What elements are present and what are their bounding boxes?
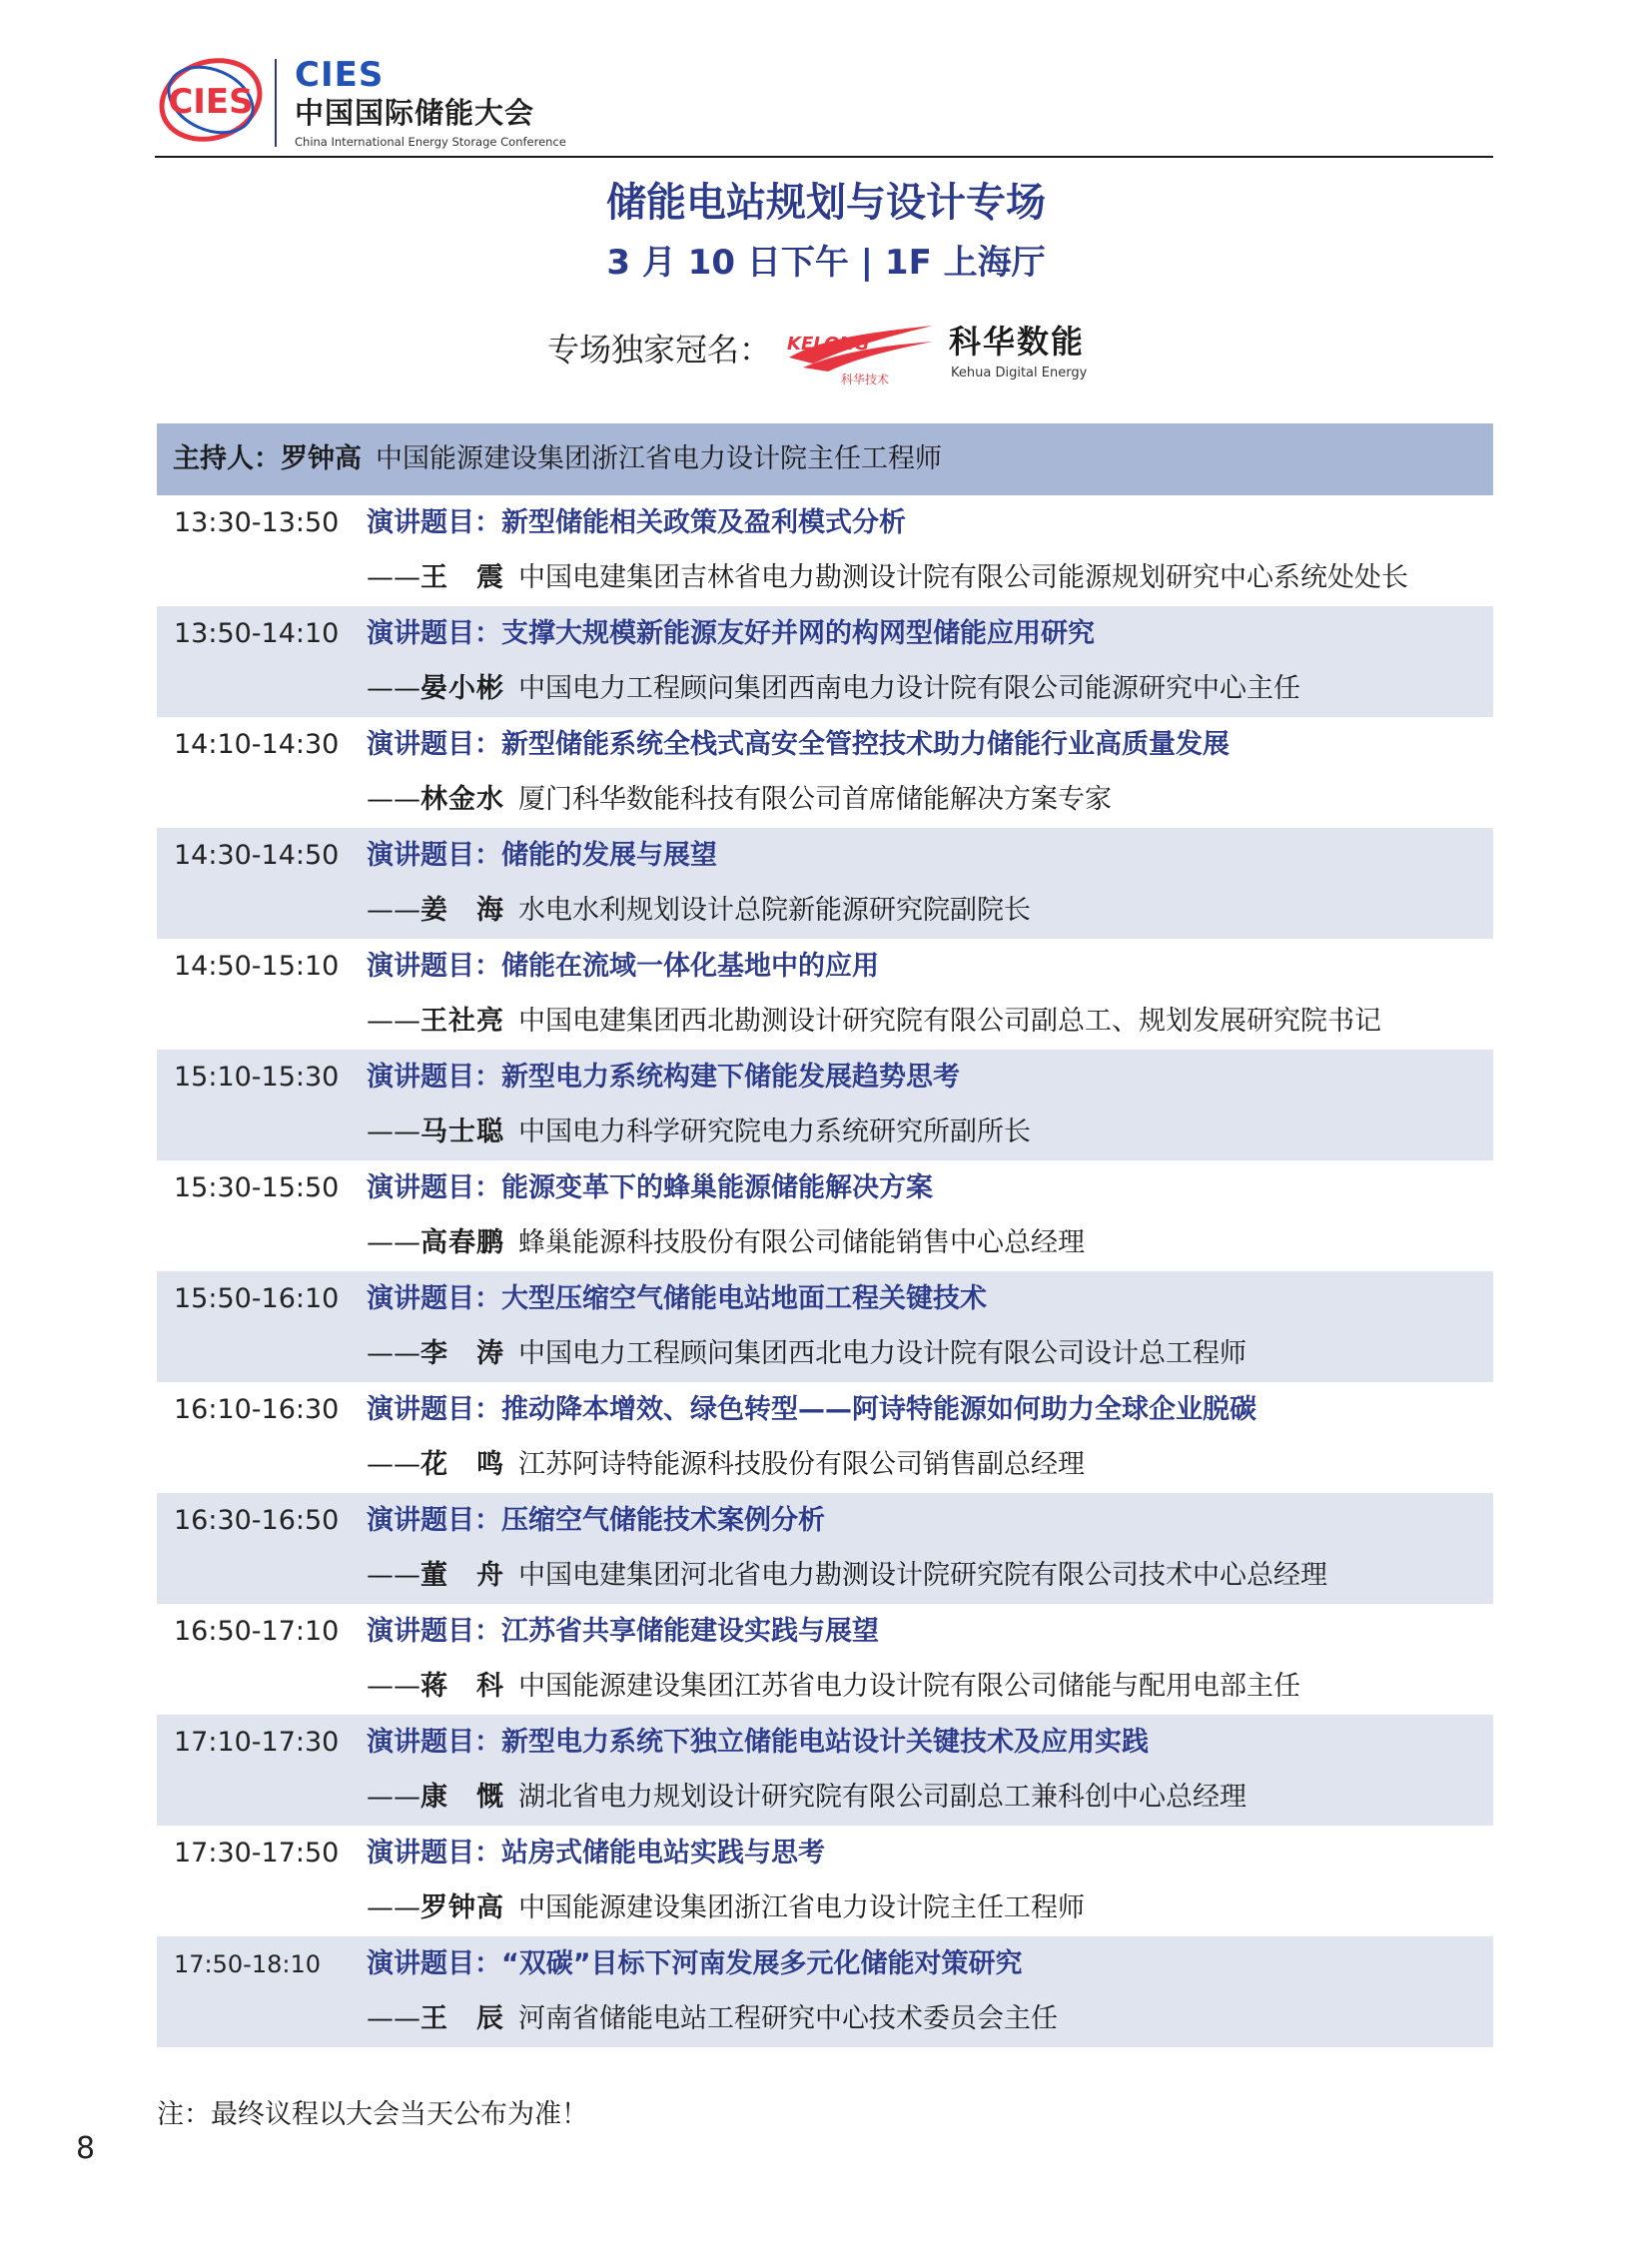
kelong-logo-subtext: 科华技术	[841, 373, 890, 385]
speaker-name: 李 涛	[420, 1338, 504, 1369]
sponsor-company-cn: 科华数能	[949, 323, 1086, 361]
agenda-speaker: ——王社亮 中国电建集团西北勘测设计研究院有限公司副总工、规划发展研究院书记	[367, 1004, 1381, 1040]
speaker-affiliation: 河南省储能电站工程研究中心技术委员会主任	[518, 2003, 1058, 2034]
agenda-topic: 演讲题目：储能的发展与展望	[367, 840, 717, 871]
speaker-name: 罗钟高	[420, 1892, 504, 1923]
agenda-row	[157, 1160, 1493, 1271]
agenda-speaker: ——董 舟 中国电建集团河北省电力勘测设计院研究院有限公司技术中心总经理	[367, 1558, 1327, 1594]
agenda-topic: 演讲题目：新型电力系统构建下储能发展趋势思考	[367, 1062, 960, 1093]
speaker-name: 蒋 科	[420, 1671, 504, 1702]
page-number: 8	[76, 2131, 96, 2166]
agenda-row	[157, 1271, 1493, 1382]
agenda-time: 14:30-14:50	[174, 840, 340, 871]
host-label: 主持人：	[173, 443, 281, 474]
agenda-time: 17:50-18:10	[174, 1950, 321, 1978]
agenda-topic: 演讲题目：能源变革下的蜂巢能源储能解决方案	[367, 1172, 933, 1203]
agenda-topic: 演讲题目：新型储能系统全栈式高安全管控技术助力储能行业高质量发展	[367, 729, 1230, 760]
agenda-time: 14:10-14:30	[174, 729, 340, 760]
session-subtitle: 3 月 10 日下午 | 1F 上海厅	[606, 243, 1046, 283]
agenda-row	[157, 1715, 1493, 1826]
sponsor-block	[547, 318, 1107, 387]
agenda-row	[157, 1050, 1493, 1160]
agenda-speaker: ——高春鹏 蜂巢能源科技股份有限公司储能销售中心总经理	[367, 1225, 1085, 1261]
agenda-topic: 演讲题目：推动降本增效、绿色转型——阿诗特能源如何助力全球企业脱碳	[367, 1394, 1256, 1425]
agenda-row	[157, 1826, 1493, 1936]
speaker-name: 王社亮	[420, 1006, 504, 1037]
agenda-time: 17:30-17:50	[174, 1838, 340, 1868]
cies-wordmark: CIES	[295, 55, 385, 95]
speaker-affiliation: 中国电力科学研究院电力系统研究所副所长	[518, 1117, 1031, 1147]
agenda-speaker: ——王 辰 河南省储能电站工程研究中心技术委员会主任	[367, 2001, 1058, 2037]
host-name: 罗钟高	[281, 443, 362, 474]
agenda-row	[157, 1936, 1493, 2047]
agenda-time: 16:50-17:10	[174, 1616, 340, 1647]
agenda-speaker: ——王 震 中国电建集团吉林省电力勘测设计院有限公司能源规划研究中心系统处处长	[367, 560, 1408, 596]
agenda-topic: 演讲题目：新型储能相关政策及盈利模式分析	[367, 507, 906, 538]
agenda-speaker: ——林金水 厦门科华数能科技有限公司首席储能解决方案专家	[367, 782, 1112, 818]
logo-divider	[275, 59, 277, 147]
speaker-name: 姜 海	[420, 895, 504, 926]
agenda-topic: 演讲题目：江苏省共享储能建设实践与展望	[367, 1616, 879, 1647]
agenda-speaker: ——马士聪 中国电力科学研究院电力系统研究所副所长	[367, 1115, 1031, 1150]
speaker-affiliation: 江苏阿诗特能源科技股份有限公司销售副总经理	[518, 1449, 1085, 1480]
agenda-time: 14:50-15:10	[174, 951, 340, 982]
agenda-row	[157, 828, 1493, 939]
speaker-name: 康 慨	[420, 1782, 504, 1813]
agenda-time: 16:10-16:30	[174, 1394, 340, 1425]
speaker-affiliation: 中国电建集团西北勘测设计研究院有限公司副总工、规划发展研究院书记	[518, 1006, 1381, 1037]
agenda-row	[157, 606, 1493, 717]
speaker-name: 董 舟	[420, 1560, 504, 1591]
agenda-speaker: ——花 鸣 江苏阿诗特能源科技股份有限公司销售副总经理	[367, 1447, 1085, 1483]
agenda-speaker: ——晏小彬 中国电力工程顾问集团西南电力设计院有限公司能源研究中心主任	[367, 671, 1300, 707]
agenda-row	[157, 1382, 1493, 1493]
agenda-topic: 演讲题目：站房式储能电站实践与思考	[367, 1838, 825, 1868]
speaker-affiliation: 水电水利规划设计总院新能源研究院副院长	[518, 895, 1031, 926]
speaker-affiliation: 中国能源建设集团江苏省电力设计院有限公司储能与配用电部主任	[518, 1671, 1300, 1702]
kelong-logo-icon	[783, 324, 935, 385]
speaker-affiliation: 中国电力工程顾问集团西南电力设计院有限公司能源研究中心主任	[518, 673, 1300, 704]
cies-logo-icon	[155, 55, 267, 145]
cies-logo-text: CIES	[168, 82, 254, 122]
sponsor-company-en: Kehua Digital Energy	[951, 366, 1088, 380]
agenda-speaker: ——姜 海 水电水利规划设计总院新能源研究院副院长	[367, 893, 1031, 929]
speaker-name: 王 震	[420, 562, 504, 593]
speaker-affiliation: 厦门科华数能科技有限公司首席储能解决方案专家	[518, 784, 1112, 815]
conference-name-en: China International Energy Storage Conference	[295, 135, 566, 149]
agenda-topic: 演讲题目：压缩空气储能技术案例分析	[367, 1505, 825, 1536]
agenda-time: 13:30-13:50	[174, 507, 340, 538]
agenda-time: 16:30-16:50	[174, 1505, 340, 1536]
speaker-name: 马士聪	[420, 1117, 504, 1147]
agenda-row	[157, 495, 1493, 606]
session-title: 储能电站规划与设计专场	[606, 180, 1046, 226]
agenda-row	[157, 1604, 1493, 1715]
sponsor-label: 专场独家冠名：	[547, 331, 772, 369]
speaker-name: 晏小彬	[420, 673, 504, 704]
kelong-logo-text: KELONG	[787, 334, 870, 355]
speaker-affiliation: 中国电力工程顾问集团西北电力设计院有限公司设计总工程师	[518, 1338, 1246, 1369]
conference-name-cn: 中国国际储能大会	[295, 96, 535, 130]
speaker-name: 林金水	[420, 784, 504, 815]
agenda-speaker: ——蒋 科 中国能源建设集团江苏省电力设计院有限公司储能与配用电部主任	[367, 1669, 1300, 1705]
agenda-time: 15:10-15:30	[174, 1062, 340, 1093]
agenda-time: 15:50-16:10	[174, 1283, 340, 1314]
agenda-topic: 演讲题目：“双碳”目标下河南发展多元化储能对策研究	[367, 1948, 1023, 1979]
speaker-affiliation: 中国能源建设集团浙江省电力设计院主任工程师	[518, 1892, 1085, 1923]
host-row	[157, 423, 1493, 495]
agenda-topic: 演讲题目：大型压缩空气储能电站地面工程关键技术	[367, 1283, 987, 1314]
agenda-table	[157, 495, 1493, 2047]
speaker-affiliation: 中国电建集团河北省电力勘测设计院研究院有限公司技术中心总经理	[518, 1560, 1327, 1591]
agenda-time: 17:10-17:30	[174, 1727, 340, 1758]
footer-note: 注：最终议程以大会当天公布为准！	[157, 2099, 588, 2130]
agenda-row	[157, 1493, 1493, 1604]
speaker-name: 高春鹏	[420, 1227, 504, 1258]
agenda-row	[157, 717, 1493, 828]
speaker-affiliation: 蜂巢能源科技股份有限公司储能销售中心总经理	[518, 1227, 1085, 1258]
speaker-affiliation: 中国电建集团吉林省电力勘测设计院有限公司能源规划研究中心系统处处长	[518, 562, 1408, 593]
agenda-speaker: ——李 涛 中国电力工程顾问集团西北电力设计院有限公司设计总工程师	[367, 1336, 1246, 1372]
agenda-topic: 演讲题目：支撑大规模新能源友好并网的构网型储能应用研究	[367, 618, 1095, 649]
conference-header	[155, 55, 1493, 160]
agenda-speaker: ——罗钟高 中国能源建设集团浙江省电力设计院主任工程师	[367, 1890, 1085, 1926]
host-title: 中国能源建设集团浙江省电力设计院主任工程师	[376, 443, 942, 474]
speaker-name: 王 辰	[420, 2003, 504, 2034]
agenda-topic: 演讲题目：储能在流域一体化基地中的应用	[367, 951, 879, 982]
speaker-affiliation: 湖北省电力规划设计研究院有限公司副总工兼科创中心总经理	[518, 1782, 1246, 1813]
header-divider	[155, 156, 1493, 158]
agenda-speaker: ——康 慨 湖北省电力规划设计研究院有限公司副总工兼科创中心总经理	[367, 1780, 1246, 1816]
agenda-time: 13:50-14:10	[174, 618, 340, 649]
agenda-row	[157, 939, 1493, 1050]
speaker-name: 花 鸣	[420, 1449, 504, 1480]
agenda-time: 15:30-15:50	[174, 1172, 340, 1203]
agenda-topic: 演讲题目：新型电力系统下独立储能电站设计关键技术及应用实践	[367, 1727, 1149, 1758]
